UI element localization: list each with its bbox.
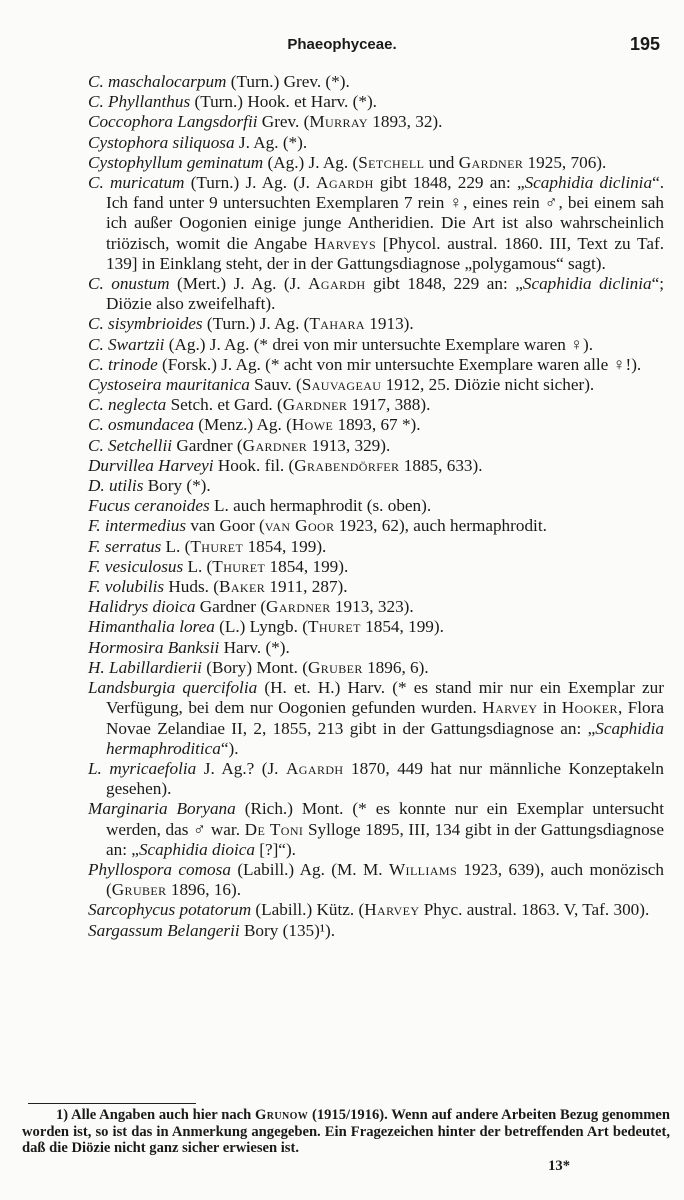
entry-text: 1) Alle Angaben auch hier nach — [56, 1107, 256, 1123]
taxon-name: Scaphidia diclinia — [522, 274, 652, 294]
taxon-name: Fucus ceranoides — [88, 496, 210, 516]
species-entry — [88, 112, 664, 132]
species-entry — [88, 537, 664, 557]
entry-text: (Rich.) Mont. (* es konnte nur ein Exemplar untersucht werden, das ♂ war. — [106, 799, 664, 839]
entry-text: (Labill.) Ag. (M. M. — [230, 859, 389, 879]
entry-text: 1923, 639), auch monözisch ( — [106, 859, 664, 900]
author-name: Gardner — [242, 435, 308, 455]
species-entry — [88, 355, 664, 375]
entry-text: Sauv. ( — [249, 375, 302, 395]
species-entry — [88, 678, 664, 759]
species-entry — [88, 496, 664, 516]
author-name: Thuret — [307, 617, 361, 637]
entry-text: 1854, 199). — [265, 556, 349, 576]
species-entry — [88, 557, 664, 577]
taxon-name: C. sisymbrioides — [88, 314, 203, 334]
taxon-name: C. Phyllanthus — [88, 92, 191, 112]
taxon-name: C. Setchellii — [88, 435, 173, 455]
species-entry — [88, 173, 664, 274]
species-entry — [88, 476, 664, 496]
entry-text: (1915/1916). Wenn auf andere Arbeiten Bezug genommen worden ist, so ist das in Anmerkung angegeben. Ein Fragezeichen hinter der betreffenden Art bedeutet, daß die Diözie nicht ganz sicher erwiesen ist. — [22, 1107, 670, 1156]
taxon-name: H. Labillardierii — [88, 657, 202, 677]
footnote-divider — [28, 1103, 196, 1104]
entry-text: 1917, 388). — [347, 395, 431, 415]
entry-text: “. Ich fand unter 9 untersuchten Exemplaren 7 rein ♀, eines rein ♂, bei einem sah ich außer Oogonien einige junge Antheridien. Die Art ist also wahrscheinlich triözisch, womit die Angabe — [106, 173, 664, 253]
entry-text: [Phycol. austral. 1860. III, Text zu Taf. 139] in Einklang steht, der in der Gattungsdiagnose „polygamous“ sagt). — [106, 233, 665, 273]
species-entry — [88, 617, 664, 637]
author-name: Hooker — [561, 698, 618, 718]
entry-text: , Flora Novae Zelandiae II, 2, 1855, 213 gibt in der Gattungsdiagnose an: „ — [106, 698, 664, 738]
taxon-name: Landsburgia quercifolia — [88, 678, 258, 698]
species-entry — [88, 375, 664, 395]
species-entry — [88, 759, 664, 799]
entry-text: [?]“). — [254, 839, 296, 859]
entry-text: 1885, 633). — [399, 455, 483, 475]
entry-text: L. ( — [161, 536, 191, 556]
entry-text: 1896, 16). — [166, 880, 242, 900]
entry-text: 1896, 6). — [362, 657, 429, 677]
species-entry — [88, 799, 664, 860]
taxon-name: F. volubilis — [88, 577, 165, 597]
taxon-name: Scaphidia diclinia — [524, 173, 653, 193]
entry-text: (Turn.) Grev. (*). — [226, 72, 350, 91]
signature-mark: 13* — [548, 1158, 570, 1174]
species-entry — [88, 415, 664, 435]
author-name: Thuret — [212, 556, 266, 576]
entry-text: (Menz.) Ag. ( — [193, 415, 292, 435]
entry-text: Bory (*). — [143, 476, 211, 496]
entry-text: Huds. ( — [164, 577, 219, 597]
taxon-name: L. myricaefolia — [88, 758, 197, 778]
author-name: Grabendörfer — [294, 455, 400, 475]
entry-text: 1913, 323). — [330, 597, 414, 617]
entry-text: (Turn.) J. Ag. ( — [202, 314, 310, 334]
author-name: Sauvageau — [301, 375, 382, 395]
entry-text: 1913, 329). — [307, 435, 391, 455]
taxon-name: C. onustum — [88, 274, 170, 294]
taxon-name: F. serratus — [88, 536, 162, 556]
entry-text: (Bory) Mont. ( — [201, 657, 308, 677]
taxon-name: Sargassum Belangerii — [88, 920, 240, 940]
page-header — [0, 34, 684, 58]
entry-text: 1913). — [364, 314, 414, 334]
author-name: Grunow — [255, 1107, 309, 1123]
author-name: Gardner — [458, 152, 524, 172]
author-name: Baker — [218, 577, 266, 597]
entry-text: van Goor ( — [186, 516, 265, 536]
species-entry — [88, 436, 664, 456]
author-name: Tahara — [309, 314, 365, 334]
entry-text: gibt 1848, 229 an: „ — [373, 173, 525, 193]
species-entry — [88, 456, 664, 476]
author-name: Gardner — [266, 597, 331, 617]
author-name: Thuret — [190, 536, 244, 556]
entry-text: (Turn.) J. Ag. (J. — [184, 173, 317, 193]
entry-text: Bory (135)¹). — [239, 920, 336, 940]
entry-text: L. ( — [183, 556, 213, 576]
running-title: Phaeophyceae. — [287, 36, 397, 53]
taxon-name: C. maschalocarpum — [88, 72, 227, 91]
author-name: De Toni — [244, 819, 304, 839]
taxon-name: C. trinode — [88, 354, 158, 374]
taxon-name: F. vesiculosus — [88, 556, 184, 576]
taxon-name: F. intermedius — [88, 516, 187, 536]
entry-text: Phyc. austral. 1863. V, Taf. 300). — [419, 900, 650, 920]
author-name: Howe — [291, 415, 334, 435]
taxon-name: C. neglecta — [88, 395, 167, 415]
entry-text: 1911, 287). — [265, 577, 348, 597]
author-name: Agardh — [286, 758, 344, 778]
author-name: Harvey — [482, 698, 538, 718]
entry-text: Gardner ( — [172, 435, 243, 455]
author-name: Agardh — [316, 173, 374, 193]
species-entry — [88, 335, 664, 355]
taxon-name: Scaphidia hermaphroditica — [106, 718, 664, 758]
entry-text: (H. et. H.) Harv. (* es stand mir nur ein Exemplar zur Verfügung, bei dem nur Oogonien gefunden wurden. — [106, 678, 664, 718]
entry-text: L. auch hermaphrodit (s. oben). — [209, 496, 432, 516]
entry-text: (L.) Lyngb. ( — [214, 617, 308, 637]
author-name: Gardner — [282, 395, 348, 415]
author-name: Setchell — [358, 152, 425, 172]
entry-text: 1854, 199). — [243, 536, 327, 556]
taxon-name: C. Swartzii — [88, 334, 165, 354]
species-entry — [88, 860, 664, 900]
author-name: Murray — [309, 112, 368, 132]
entry-text: (Turn.) Hook. et Harv. (*). — [190, 92, 377, 112]
entry-text: gibt 1848, 229 an: „ — [365, 274, 523, 294]
species-entry — [88, 133, 664, 153]
entry-text: J. Ag. (*). — [234, 132, 308, 152]
taxon-name: Sarcophycus potatorum — [88, 900, 252, 920]
author-name: van Goor — [264, 516, 335, 536]
entry-text: (Forsk.) J. Ag. (* acht von mir untersuchte Exemplare waren alle ♀!). — [157, 354, 642, 374]
entry-text: 1923, 62), auch hermaphrodit. — [334, 516, 547, 536]
species-entry — [88, 658, 664, 678]
entry-text: Gardner ( — [195, 597, 267, 617]
taxon-name: D. utilis — [88, 476, 144, 496]
taxon-name: Durvillea Harveyi — [88, 455, 214, 475]
taxon-name: Cystophora siliquosa — [88, 132, 235, 152]
entry-text: in — [537, 698, 562, 718]
entry-text: Hook. fil. ( — [213, 455, 295, 475]
species-entry — [88, 577, 664, 597]
entry-text: 1870, 449 hat nur männliche Konzeptakeln gesehen). — [106, 758, 664, 799]
species-entry — [88, 638, 664, 658]
entry-text: Harv. (*). — [219, 637, 290, 657]
species-entry — [88, 900, 664, 920]
species-entry — [88, 274, 664, 314]
taxon-name: Cystoseira mauritanica — [88, 375, 250, 395]
species-list — [88, 72, 664, 941]
footnote — [22, 1107, 670, 1157]
entry-text: J. Ag.? (J. — [196, 758, 286, 778]
entry-text: Sylloge 1895, III, 134 gibt in der Gattungsdiagnose an: „ — [106, 819, 664, 859]
taxon-name: C. osmundacea — [88, 415, 194, 435]
species-entry — [88, 516, 664, 536]
entry-text: 1912, 25. Diözie nicht sicher). — [381, 375, 595, 395]
taxon-name: Scaphidia dioica — [138, 839, 255, 859]
page-number: 195 — [629, 34, 660, 54]
entry-text: 1893, 32). — [367, 112, 443, 132]
taxon-name: Phyllospora comosa — [88, 859, 231, 879]
species-entry — [88, 92, 664, 112]
entry-text: 1925, 706). — [523, 152, 607, 172]
species-entry — [88, 153, 664, 173]
author-name: Gruber — [307, 657, 363, 677]
author-name: Gruber — [111, 880, 167, 900]
entry-text: (Labill.) Kütz. ( — [251, 900, 365, 920]
taxon-name: Hormosira Banksii — [88, 637, 220, 657]
taxon-name: Himanthalia lorea — [88, 617, 215, 637]
author-name: Williams — [388, 859, 458, 879]
entry-text: “; Diözie also zweifelhaft). — [106, 274, 664, 314]
taxon-name: C. muricatum — [88, 173, 185, 193]
taxon-name: Halidrys dioica — [88, 597, 196, 617]
entry-text: 1854, 199). — [360, 617, 444, 637]
entry-text: “). — [220, 738, 239, 758]
entry-text: Grev. ( — [257, 112, 310, 132]
species-entry — [88, 921, 664, 941]
entry-text: Setch. et Gard. ( — [166, 395, 283, 415]
taxon-name: Marginaria Boryana — [88, 799, 236, 819]
entry-text: (Mert.) J. Ag. (J. — [169, 274, 309, 294]
species-entry — [88, 597, 664, 617]
entry-text: (Ag.) J. Ag. ( — [263, 152, 359, 172]
author-name: Harveys — [313, 233, 377, 253]
entry-text: und — [424, 152, 459, 172]
species-entry — [88, 72, 664, 92]
author-name: Agardh — [308, 274, 366, 294]
species-entry — [88, 395, 664, 415]
taxon-name: Cystophyllum geminatum — [88, 152, 264, 172]
entry-text: (Ag.) J. Ag. (* drei von mir untersuchte Exemplare waren ♀). — [164, 334, 594, 354]
taxon-name: Coccophora Langsdorfii — [88, 112, 258, 132]
entry-text: 1893, 67 *). — [333, 415, 421, 435]
author-name: Harvey — [364, 900, 420, 920]
species-entry — [88, 314, 664, 334]
